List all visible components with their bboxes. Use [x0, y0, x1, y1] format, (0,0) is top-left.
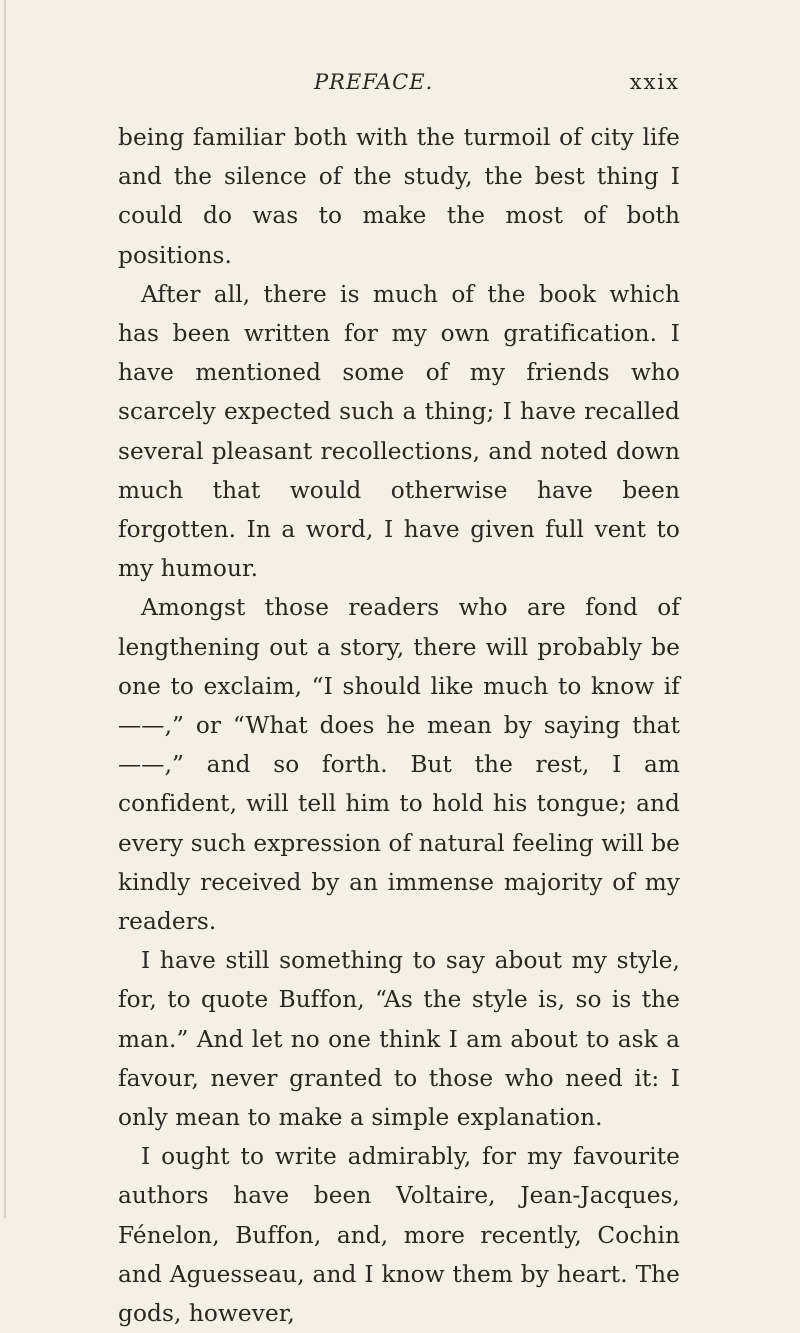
paragraph: Amongst those readers who are fond of lengthening out a story, there will probably be one to exclaim, “I should like much to know if——,” or “What does he mean by saying that——,” and so forth. But the rest, I am confident, will tell him to hold his tongue; and every such expression of natural feeling will be kindly received by an immense majority of my readers.	[118, 594, 680, 936]
page-edge	[4, 0, 6, 1218]
paragraph: After all, there is much of the book which has been written for my own gratification. I have mentioned some of my friends who scarcely expected such a thing; I have recalled several pleasant recollections, and noted down much that would otherwise have been forgotten. In a word, I have given full vent to my humour.	[118, 280, 680, 583]
page-number: xxix	[629, 70, 680, 94]
running-head: PREFACE.	[314, 70, 434, 94]
paragraph: I have still something to say about my style, for, to quote Buffon, “As the style is, so is the man.” And let no one think I am about to ask a favour, never granted to those who need it: I only mean to make a simple explanation.	[118, 947, 680, 1132]
paragraph: being familiar both with the turmoil of city life and the silence of the study, the best thing I could do was to make the most of both positions.	[118, 124, 680, 269]
paragraph: I ought to write admirably, for my favourite authors have been Voltaire, Jean-Jacques, Fénelon, Buffon, and, more recently, Cochin and Aguesseau, and I know them by heart. The gods, however,	[118, 1143, 680, 1328]
page-header	[118, 70, 678, 110]
body-text	[118, 118, 680, 1333]
